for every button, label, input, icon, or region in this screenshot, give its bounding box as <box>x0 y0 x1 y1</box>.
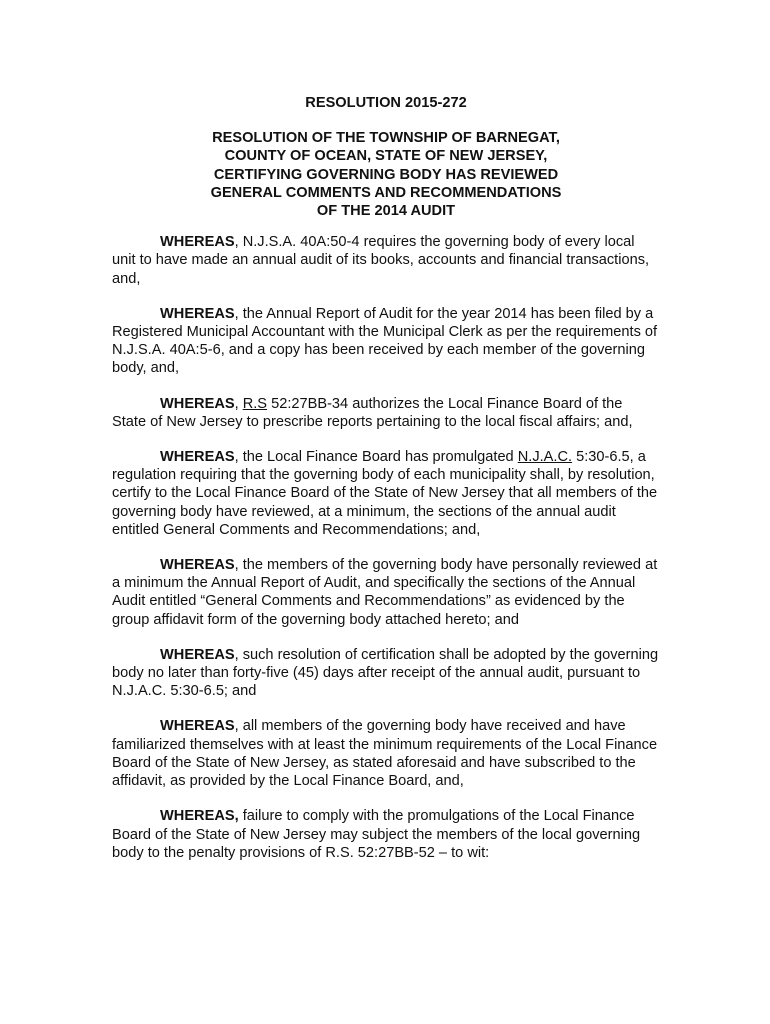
paragraph-text: failure to comply with the promulgations of the Local Finance Board of the State of New Jersey may subject the members of the local governing body to the penalty provisions of R.S. 52:27BB-52 – to wit: <box>112 808 641 861</box>
paragraph-text: 52:27BB-34 authorizes the Local Finance Board of the State of New Jersey to prescribe reports pertaining to the local fiscal affairs; and, <box>112 395 633 430</box>
whereas-paragraph-3 <box>112 395 660 431</box>
whereas-lead: WHEREAS <box>160 449 235 466</box>
whereas-paragraph-4 <box>112 448 660 539</box>
whereas-lead: WHEREAS <box>160 718 235 735</box>
paragraph-text: , <box>234 395 243 412</box>
paragraph-text: , all members of the governing body have received and have familiarized themselves with at least the minimum requirements of the Local Finance Board of the State of New Jersey, as stated aforesaid and have subscribed to the affidavit, as provided by the Local Finance Board, and, <box>112 718 658 790</box>
whereas-paragraph-6 <box>112 646 660 701</box>
whereas-paragraph-2 <box>112 305 660 378</box>
whereas-paragraph-8 <box>112 807 660 862</box>
paragraph-text: 5:30-6.5, a regulation requiring that the governing body of each municipality shall, by resolution, certify to the Local Finance Board of the State of New Jersey that all members of the governing body have reviewed, at a minimum, the sections of the annual audit entitled General Comments and Recommendations; and, <box>112 449 658 538</box>
whereas-paragraph-5 <box>112 556 660 629</box>
whereas-paragraph-1 <box>112 233 660 288</box>
resolution-title <box>112 129 660 220</box>
statute-citation: R.S <box>242 395 268 412</box>
whereas-paragraph-7 <box>112 717 660 790</box>
regulation-citation: N.J.A.C. <box>517 449 573 466</box>
title-line: RESOLUTION OF THE TOWNSHIP OF BARNEGAT, <box>212 130 560 147</box>
title-line: CERTIFYING GOVERNING BODY HAS REVIEWED <box>213 166 559 183</box>
whereas-lead: WHEREAS <box>160 234 235 251</box>
paragraph-text: , such resolution of certification shall be adopted by the governing body no later than forty-five (45) days after receipt of the annual audit, pursuant to N.J.A.C. 5:30-6.5; and <box>112 646 659 700</box>
whereas-lead: WHEREAS, <box>160 808 239 825</box>
paragraph-text: , the Annual Report of Audit for the year 2014 has been filed by a Registered Municipal Accountant with the Municipal Clerk as per the requirements of N.J.S.A. 40A:5-6, and a copy has been received by each member of the governing body, and, <box>112 305 658 377</box>
whereas-lead: WHEREAS <box>160 557 235 574</box>
paragraph-text: , N.J.S.A. 40A:50-4 requires the governing body of every local unit to have made an annual audit of its books, accounts and financial transactions, and, <box>112 234 650 287</box>
whereas-lead: WHEREAS <box>160 305 235 322</box>
whereas-lead: WHEREAS <box>160 395 235 412</box>
title-line: OF THE 2014 AUDIT <box>316 203 456 220</box>
title-line: GENERAL COMMENTS AND RECOMMENDATIONS <box>210 184 562 201</box>
resolution-number: RESOLUTION 2015-272 <box>305 95 467 111</box>
document-body <box>112 94 660 862</box>
paragraph-text: , the Local Finance Board has promulgated <box>234 449 518 466</box>
whereas-lead: WHEREAS <box>160 646 235 663</box>
title-line: COUNTY OF OCEAN, STATE OF NEW JERSEY, <box>224 148 548 165</box>
paragraph-text: , the members of the governing body have personally reviewed at a minimum the Annual Report of Audit, and specifically the sections of the Annual Audit entitled “General Comments and Recommendations” as evidenced by the group affidavit form of the governing body attached hereto; and <box>112 557 658 628</box>
